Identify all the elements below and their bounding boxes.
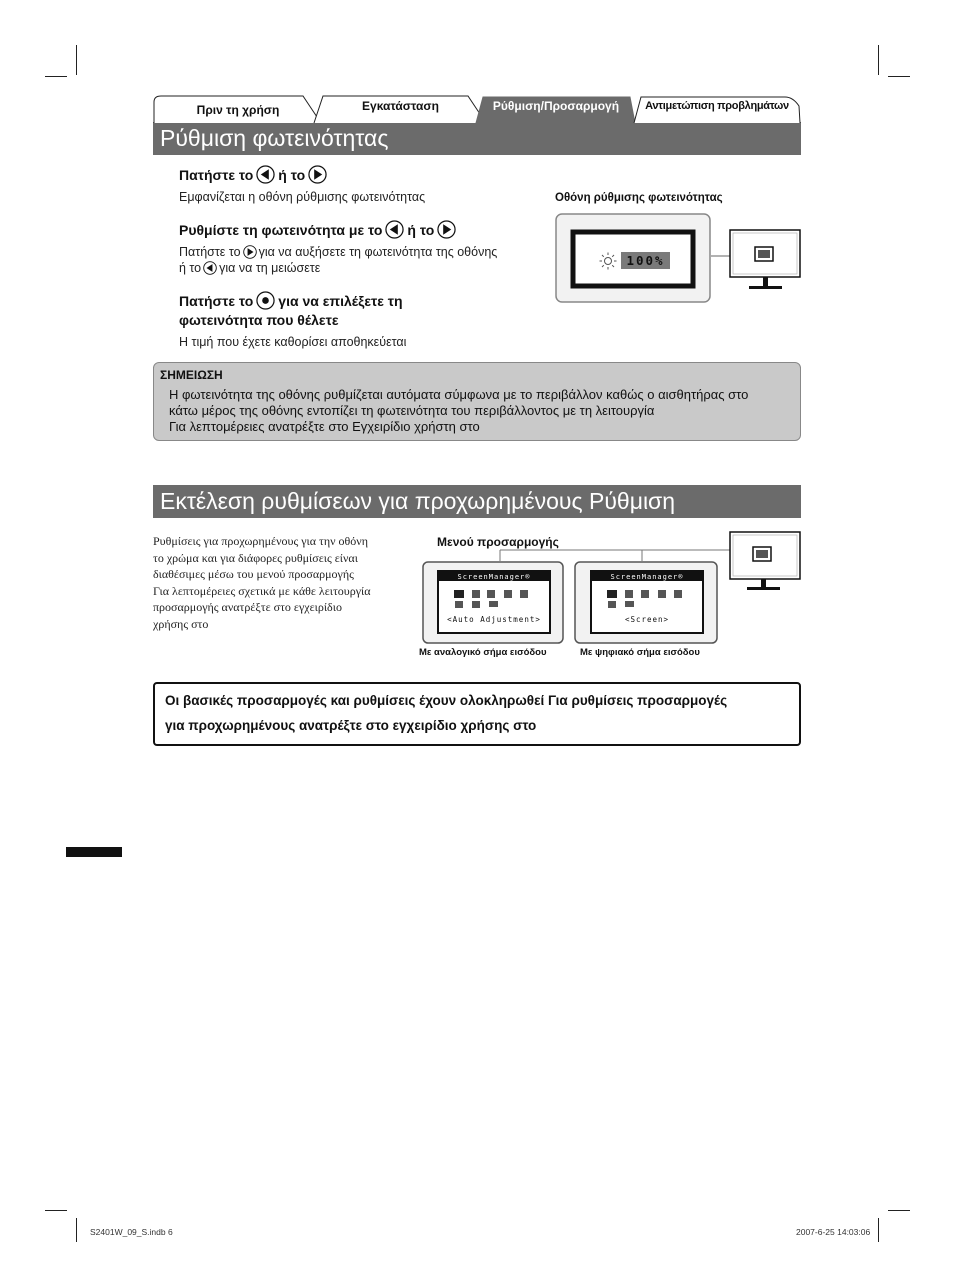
crop-mark: [878, 1218, 879, 1242]
menu-title-analog: ScreenManager®: [457, 573, 531, 581]
right-button-icon: [243, 245, 257, 259]
crop-mark: [45, 1210, 67, 1211]
brightness-screen-illustration: [555, 212, 805, 307]
enter-button-icon: [256, 291, 275, 310]
step3-text: Η τιμή που έχετε καθορίσει αποθηκεύεται: [179, 335, 407, 349]
crop-mark: [76, 1218, 77, 1242]
note-title: ΣΗΜΕΙΩΣΗ: [160, 368, 223, 382]
step3-heading-line2: φωτεινότητα που θέλετε: [179, 312, 339, 328]
step2-text-line2: ή το για να τη μειώσετε: [179, 261, 321, 275]
caption-digital: Με ψηφιακό σήμα εισόδου: [580, 647, 700, 658]
tab-installation[interactable]: Εγκατάσταση: [313, 94, 488, 122]
step1-heading: Πατήστε το ή το: [179, 165, 330, 184]
completion-line: Οι βασικές προσαρμογές και ρυθμίσεις έχουν ολοκληρωθεί Για ρυθμίσεις προσαρμογές: [165, 693, 728, 708]
section-title-brightness: Ρύθμιση φωτεινότητας: [153, 122, 801, 155]
crop-mark: [888, 76, 910, 77]
crop-mark: [888, 1210, 910, 1211]
tab-troubleshooting[interactable]: Αντιμετώπιση προβλημάτων: [633, 94, 801, 122]
tab-settings-adjustment[interactable]: Ρύθμιση/Προσαρμογή: [475, 94, 637, 122]
right-button-icon: [308, 165, 327, 184]
menu-caption: Μενού προσαρμογής: [437, 535, 559, 549]
crop-mark: [45, 76, 67, 77]
tab-before-use[interactable]: Πριν τη χρήση: [153, 94, 323, 122]
brightness-screen-caption: Οθόνη ρύθμισης φωτεινότητας: [555, 192, 723, 204]
completion-box: [153, 682, 801, 746]
note-line: Η φωτεινότητα της οθόνης ρυθμίζεται αυτόματα σύμφωνα με το περιβάλλον καθώς ο αισθητήρας στο: [169, 387, 749, 402]
note-box: [153, 362, 801, 441]
advanced-description: Ρυθμίσεις για προχωρημένους για την οθόνη το χρώμα και για διάφορες ρυθμίσεις είναι διαθέσιμες μέσω του μενού προσαρμογής Για λεπτομέρειες σχετικά με κάθε λειτουργία προσαρμογής ανατρέξτε στο εγχειρίδιο χρήσης στο: [153, 534, 371, 631]
left-button-icon: [203, 261, 217, 275]
note-line: κάτω μέρος της οθόνης εντοπίζει τη φωτεινότητα του περιβάλλοντος με τη λειτουργία: [169, 403, 655, 418]
crop-mark: [76, 45, 77, 75]
brightness-value: 100%: [621, 252, 670, 269]
footer-file: S2401W_09_S.indb 6: [90, 1227, 173, 1237]
nav-tabs: [153, 94, 801, 124]
language-marker: [66, 847, 122, 857]
step1-text: Εμφανίζεται η οθόνη ρύθμισης φωτεινότητας: [179, 190, 426, 204]
left-button-icon: [385, 220, 404, 239]
step2-heading: Ρυθμίστε τη φωτεινότητα με το ή το: [179, 220, 459, 239]
step3-heading-line1: Πατήστε το για να επιλέξετε τη: [179, 292, 403, 309]
crop-mark: [878, 45, 879, 75]
menu-title-digital: ScreenManager®: [610, 573, 684, 581]
menu-item-screen: <Screen>: [624, 615, 670, 624]
adjustment-menu-illustration: [420, 528, 810, 648]
right-button-icon: [437, 220, 456, 239]
section-title-advanced: Εκτέλεση ρυθμίσεων για προχωρημένους Ρύθμιση: [153, 485, 801, 518]
menu-item-auto-adjustment: <Auto Adjustment>: [447, 615, 541, 624]
left-button-icon: [256, 165, 275, 184]
completion-line: για προχωρημένους ανατρέξτε στο εγχειρίδιο χρήσης στο: [165, 718, 537, 733]
step2-text-line1: Πατήστε το για να αυξήσετε τη φωτεινότητα της οθόνης: [179, 245, 498, 259]
caption-analog: Με αναλογικό σήμα εισόδου: [419, 647, 547, 658]
footer-timestamp: 2007-6-25 14:03:06: [796, 1227, 871, 1237]
note-line: Για λεπτομέρειες ανατρέξτε στο Εγχειρίδιο χρήστη στο: [169, 419, 480, 434]
sun-icon: [599, 252, 617, 270]
